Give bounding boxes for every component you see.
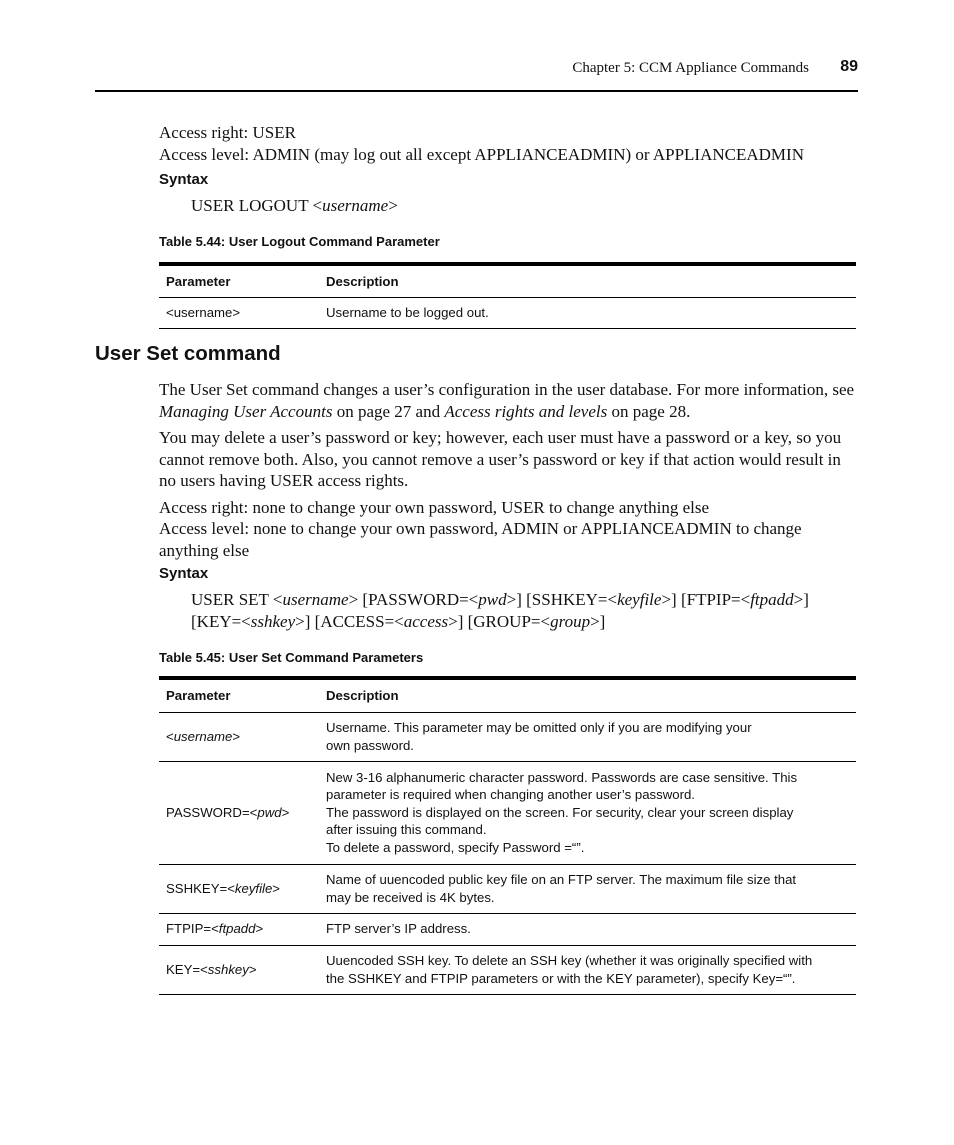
section-heading: User Set command xyxy=(95,342,281,365)
syntax-heading: Syntax xyxy=(159,565,209,582)
syntax-line: USER SET <username> [PASSWORD=<pwd>] [SSHKEY=<keyfile>] [FTPIP=<ftpadd>] xyxy=(191,590,809,609)
table-header-row xyxy=(159,678,856,712)
syntax-heading: Syntax xyxy=(159,171,209,188)
column-header: Description xyxy=(319,678,856,712)
syntax-arg: username xyxy=(322,196,389,215)
cross-reference-link[interactable]: Access rights and levels xyxy=(444,401,608,421)
userset-syntax xyxy=(191,589,809,632)
desc-cell: FTP server’s IP address. xyxy=(319,913,856,945)
column-header: Parameter xyxy=(159,678,319,712)
access-level: Access level: none to change your own password, ADMIN or APPLIANCEADMIN to change anything else xyxy=(159,519,802,560)
logout-access-info xyxy=(159,122,859,165)
page-number: 89 xyxy=(840,58,858,75)
intro-paragraph: The User Set command changes a user’s configuration in the user database. For more information, see Managing User Accounts on page 27 and Access rights and levels on page 28. xyxy=(159,380,855,421)
logout-syntax xyxy=(191,195,398,217)
table-row xyxy=(159,761,856,864)
table-header-row xyxy=(159,264,856,297)
logout-parameter-table xyxy=(159,262,856,329)
desc-cell: Name of uuencoded public key file on an FTP server. The maximum file size that may be received is 4K bytes. xyxy=(319,864,856,913)
desc-cell: New 3-16 alphanumeric character password. Passwords are case sensitive. This parameter is required when changing another user’s password. The password is displayed on the screen. For security, clear your screen display after issuing this command. To delete a password, specify Password =“”. xyxy=(319,761,856,864)
page-header xyxy=(95,58,858,92)
table-caption: Table 5.44: User Logout Command Parameter xyxy=(159,234,440,249)
table-row xyxy=(159,712,856,761)
cross-reference-link[interactable]: Managing User Accounts xyxy=(159,401,333,421)
table-row xyxy=(159,945,856,994)
param-cell: KEY=<sshkey> xyxy=(159,945,319,994)
table-caption: Table 5.45: User Set Command Parameters xyxy=(159,650,424,665)
param-cell: PASSWORD=<pwd> xyxy=(159,761,319,864)
desc-cell: Username to be logged out. xyxy=(319,297,856,328)
access-level: Access level: ADMIN (may log out all except APPLIANCEADMIN) or APPLIANCEADMIN xyxy=(159,144,804,164)
delete-note-paragraph: You may delete a user’s password or key; however, each user must have a password or a key, so you cannot remove both. Also, you cannot remove a user’s password or key if that action would result in no users having USER access rights. xyxy=(159,428,842,490)
table-row xyxy=(159,913,856,945)
table-row xyxy=(159,297,856,328)
desc-cell: Username. This parameter may be omitted only if you are modifying your own password. xyxy=(319,712,856,761)
column-header: Description xyxy=(319,264,856,297)
userset-parameter-table xyxy=(159,676,856,995)
syntax-text: USER LOGOUT < xyxy=(191,196,323,215)
param-cell: <username> xyxy=(159,297,319,328)
desc-cell: Uuencoded SSH key. To delete an SSH key (whether it was originally specified with the SSHKEY and FTPIP parameters or with the KEY parameter), specify Key=“”. xyxy=(319,945,856,994)
param-cell: FTPIP=<ftpadd> xyxy=(159,913,319,945)
column-header: Parameter xyxy=(159,264,319,297)
chapter-title: Chapter 5: CCM Appliance Commands xyxy=(572,60,809,76)
table-row xyxy=(159,864,856,913)
param-cell: <username> xyxy=(159,712,319,761)
syntax-text: > xyxy=(388,196,398,215)
param-cell: SSHKEY=<keyfile> xyxy=(159,864,319,913)
access-right: Access right: USER xyxy=(159,123,296,142)
access-right: Access right: none to change your own password, USER to change anything else xyxy=(159,497,710,517)
syntax-line: [KEY=<sshkey>] [ACCESS=<access>] [GROUP=<group>] xyxy=(191,611,606,631)
userset-body xyxy=(159,379,859,561)
